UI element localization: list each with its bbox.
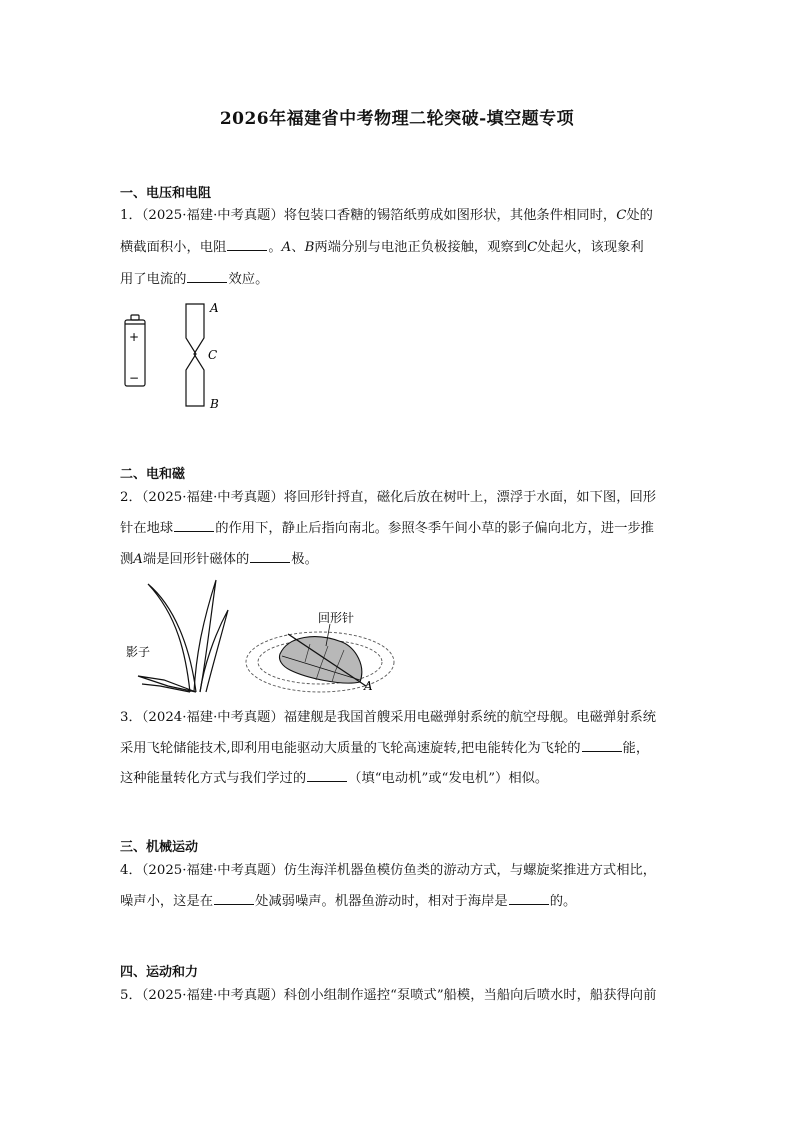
q2-var-a: A bbox=[133, 552, 143, 567]
battery-plus: + bbox=[129, 330, 140, 344]
q2-figure bbox=[120, 576, 400, 698]
answer-blank[interactable] bbox=[214, 892, 254, 905]
q1-text: 。 bbox=[268, 240, 282, 255]
shadow-label: 影子 bbox=[126, 645, 151, 659]
q4-line-1: 4．（2025·福建·中考真题）仿生海洋机器鱼模仿鱼类的游动方式，与螺旋桨推进方式相比， bbox=[120, 863, 657, 878]
q1-text: 处起火，该现象利 bbox=[537, 240, 644, 255]
q1-text: 1．（2025·福建·中考真题）将包装口香糖的锡箔纸剪成如图形状，其他条件相同时， bbox=[120, 208, 617, 223]
section-heading-3: 三、机械运动 bbox=[120, 840, 199, 855]
section-heading-2: 二、电和磁 bbox=[120, 467, 186, 482]
answer-blank[interactable] bbox=[174, 519, 214, 532]
answer-blank[interactable] bbox=[227, 238, 267, 251]
leaf-icon bbox=[279, 637, 361, 683]
q1-text: 、 bbox=[291, 240, 305, 255]
foil-label-a: A bbox=[210, 301, 219, 315]
clip-end-label: A bbox=[364, 679, 373, 693]
foil-strip-shape bbox=[186, 304, 204, 406]
q2-text: 针在地球 bbox=[120, 521, 174, 536]
q3-text: 这种能量转化方式与我们学过的 bbox=[120, 771, 307, 786]
q2-text: 极。 bbox=[291, 552, 318, 567]
q1-text: 横截面积小，电阻 bbox=[120, 240, 227, 255]
q1-var-c: C bbox=[527, 240, 538, 255]
q2-line-2 bbox=[120, 519, 680, 539]
section-heading-4: 四、运动和力 bbox=[120, 965, 199, 980]
foil-label-b: B bbox=[210, 397, 219, 411]
grass-illustration bbox=[138, 580, 228, 692]
q1-line-1 bbox=[120, 206, 680, 226]
q1-text: 用了电流的 bbox=[120, 272, 187, 287]
foil-label-c: C bbox=[208, 348, 218, 362]
answer-blank[interactable] bbox=[307, 769, 347, 782]
q2-line-1: 2．（2025·福建·中考真题）将回形针捋直，磁化后放在树叶上，漂浮于水面，如下图，回形 bbox=[120, 490, 657, 505]
q3-text: （填“电动机”或“发电机”）相似。 bbox=[348, 771, 549, 786]
q2-line-3 bbox=[120, 550, 680, 570]
q1-figure bbox=[110, 298, 250, 414]
q3-line-2 bbox=[120, 739, 680, 759]
q1-var-c: C bbox=[616, 208, 627, 223]
q3-line-1: 3．（2024·福建·中考真题）福建舰是我国首艘采用电磁弹射系统的航空母舰。电磁弹射系统 bbox=[120, 710, 657, 725]
q1-line-2 bbox=[120, 238, 680, 258]
answer-blank[interactable] bbox=[250, 550, 290, 563]
clip-label: 回形针 bbox=[318, 611, 355, 625]
answer-blank[interactable] bbox=[187, 270, 227, 283]
q1-text: 两端分别与电池正负极接触，观察到 bbox=[314, 240, 528, 255]
q4-text: 噪声小，这是在 bbox=[120, 894, 214, 909]
q2-text: 端是回形针磁体的 bbox=[142, 552, 250, 567]
q2-text: 的作用下，静止后指向南北。参照冬季午间小草的影子偏向北方，进一步推 bbox=[215, 521, 654, 536]
q4-text: 的。 bbox=[549, 894, 577, 909]
q4-line-2 bbox=[120, 892, 680, 912]
q1-text: 处的 bbox=[626, 208, 653, 223]
q1-var-a: A bbox=[281, 240, 292, 255]
section-heading-1: 一、电压和电阻 bbox=[120, 186, 212, 201]
q3-line-3 bbox=[120, 769, 680, 789]
q3-text: 采用飞轮储能技术,即利用电能驱动大质量的飞轮高速旋转,把电能转化为飞轮的 bbox=[120, 741, 581, 756]
answer-blank[interactable] bbox=[582, 739, 622, 752]
battery-minus: − bbox=[129, 371, 140, 385]
page-title: 2026年福建省中考物理二轮突破-填空题专项 bbox=[219, 109, 575, 129]
q5-line-1: 5．（2025·福建·中考真题）科创小组制作遥控“泵喷式”船模，当船向后喷水时，船获得向前 bbox=[120, 988, 657, 1003]
q1-text: 效应。 bbox=[228, 272, 269, 287]
q1-line-3 bbox=[120, 270, 680, 290]
q3-text: 能， bbox=[622, 741, 650, 756]
q2-text: 测 bbox=[120, 552, 134, 567]
answer-blank[interactable] bbox=[509, 892, 549, 905]
q4-text: 处减弱噪声。机器鱼游动时，相对于海岸是 bbox=[255, 894, 508, 909]
q1-var-b: B bbox=[304, 240, 315, 255]
